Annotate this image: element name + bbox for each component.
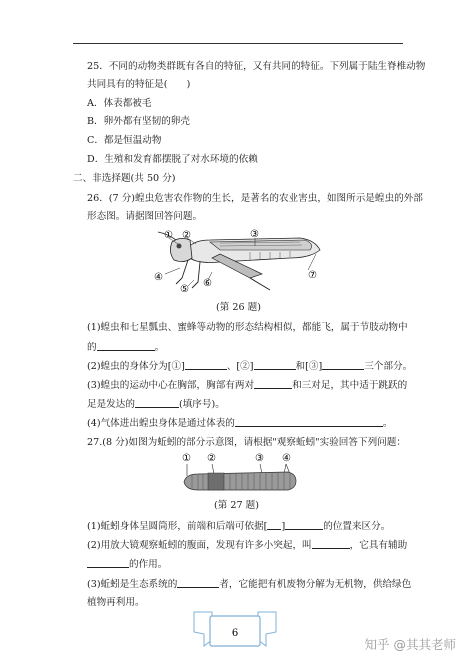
q25-option-b: B．卵外都有坚韧的卵壳 <box>87 116 190 127</box>
figure-label: ④ <box>154 272 163 283</box>
answer-blank[interactable] <box>177 578 219 588</box>
answer-blank[interactable] <box>254 360 296 370</box>
figure-label: ③ <box>255 453 264 464</box>
figure-label: ⑥ <box>203 278 212 289</box>
q26-sub1-line1: (1)蝗虫和七星瓢虫、蜜蜂等动物的形态结构相似，都能飞，属于节肢动物中 <box>87 322 408 333</box>
q26-sub3-line2: 足是发达的 (填序号)。 <box>87 399 225 410</box>
grasshopper-figure <box>150 228 330 296</box>
q25-stem-line2: 共同具有的特征是( ) <box>87 79 191 90</box>
figure-label: ② <box>207 453 216 464</box>
answer-blank[interactable] <box>322 360 364 370</box>
answer-blank[interactable] <box>267 520 281 530</box>
q26-sub3-line1: (3)蝗虫的运动中心在胸部，胸部有两对 和三对足，其中适于跳跃的 <box>87 380 408 391</box>
answer-blank[interactable] <box>97 341 155 351</box>
watermark: 知乎 @其其老师 <box>364 637 456 652</box>
q27-caption: (第 27 题) <box>214 500 259 511</box>
q26-caption: (第 26 题) <box>216 302 261 313</box>
figure-label: ④ <box>282 453 291 464</box>
figure-label: ② <box>182 230 191 241</box>
figure-label: ① <box>182 453 191 464</box>
q26-sub4: (4)气体进出蝗虫身体是通过体表的 。 <box>87 418 393 429</box>
q27-sub2-line1: (2)用放大镜观察蚯蚓的腹面，发现有许多小突起，叫 ，它具有辅助 <box>87 540 408 551</box>
figure-label: ③ <box>250 229 259 240</box>
figure-label: ① <box>164 230 173 241</box>
answer-blank[interactable] <box>254 379 292 389</box>
figure-label: ⑤ <box>180 284 189 295</box>
q25-option-c: C．都是恒温动物 <box>87 135 162 146</box>
answer-blank[interactable] <box>185 360 227 370</box>
answer-blank[interactable] <box>285 520 323 530</box>
q27-sub3-line2: 植物再利用。 <box>87 597 145 608</box>
q25-option-d: D．生殖和发育都摆脱了对水环境的依赖 <box>87 154 258 165</box>
answer-blank[interactable] <box>312 539 350 549</box>
q26-stem-line1: 26．(7 分)蝗虫危害农作物的生长，是著名的农业害虫，如图所示是蝗虫的外部 <box>87 193 423 204</box>
page-number-ribbon <box>190 606 280 656</box>
q27-sub3-line1: (3)蚯蚓是生态系统的 者，它能把有机废物分解为无机物，供给绿色 <box>87 579 412 590</box>
section-heading: 二、非选择题(共 50 分) <box>73 173 176 184</box>
q27-sub2-line2: 的作用。 <box>87 558 167 571</box>
q26-stem-line2: 形态图。请据图回答问题。 <box>87 211 203 222</box>
q25-stem-line1: 25．不同的动物类群既有各自的特征，又有共同的特征。下列属于陆生脊椎动物 <box>87 61 426 72</box>
q25-option-a: A．体表都被毛 <box>87 98 152 109</box>
q27-sub1: (1)蚯蚓身体呈圆筒形，前端和后端可依据[ ] 的位置来区分。 <box>87 521 391 532</box>
answer-blank[interactable] <box>87 558 129 568</box>
top-divider <box>73 43 403 44</box>
page-number: 6 <box>231 628 239 639</box>
q26-sub2: (2)蝗虫的身体分为[①] 、[②] 和[③] 三个部分。 <box>87 361 413 372</box>
answer-blank[interactable] <box>235 417 383 427</box>
answer-blank[interactable] <box>135 398 179 408</box>
earthworm-figure <box>178 450 298 496</box>
q26-sub1-line2: 的 。 <box>87 342 165 353</box>
q27-stem: 27.(8 分)如图为蚯蚓的部分示意图，请根据"观察蚯蚓"实验回答下列问题： <box>87 437 406 448</box>
figure-label: ⑦ <box>308 270 317 281</box>
